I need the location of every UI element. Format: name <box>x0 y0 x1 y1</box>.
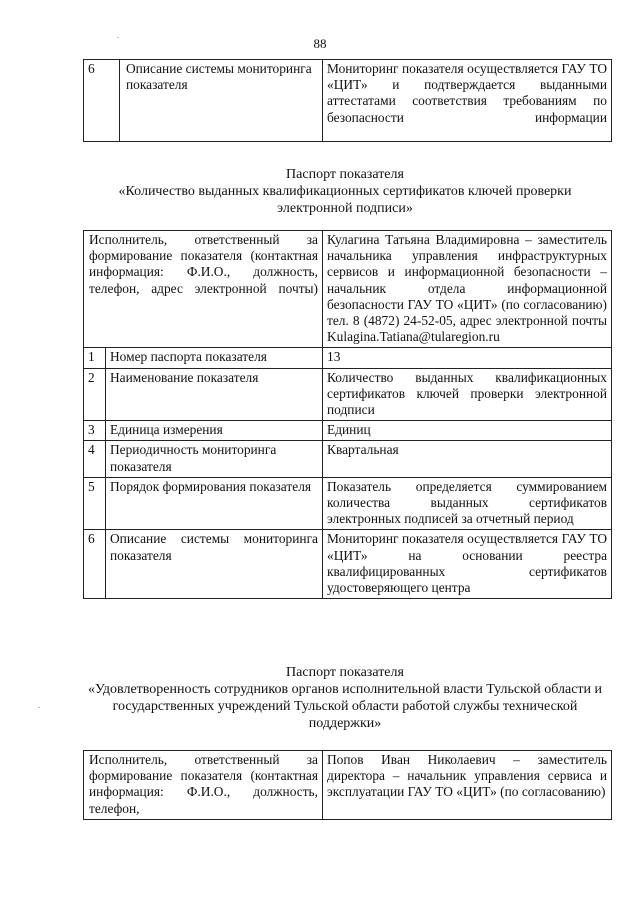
row-label: Порядок формирования показателя <box>106 477 323 530</box>
row-value: Квартальная <box>323 441 612 477</box>
row-label: Описание системы мониторинга показателя <box>120 60 323 142</box>
table-row <box>84 477 612 530</box>
row-number: 2 <box>84 368 106 421</box>
row-value: Количество выданных квалификационных сертификатов ключей проверки электронной подписи <box>323 368 612 421</box>
row-number: 6 <box>84 60 120 142</box>
scan-dot: . <box>38 701 40 710</box>
executor-label: Исполнитель, ответственный за формирование показателя (контактная информация: Ф.И.О., должность, телефон, <box>84 751 323 820</box>
table-row <box>84 368 612 421</box>
passport-table <box>83 750 612 820</box>
table-row <box>84 348 612 368</box>
indicator-title: «Удовлетворенность сотрудников органов исполнительной власти Тульской области и государственных учреждений Тульской области работой службы технической поддержки» <box>87 682 603 731</box>
row-label: Периодичность мониторинга показателя <box>106 441 323 477</box>
indicator-title: «Количество выданных квалификационных сертификатов ключей проверки электронной подписи» <box>118 184 572 216</box>
row-label: Наименование показателя <box>106 368 323 421</box>
table-row <box>84 751 612 820</box>
executor-label: Исполнитель, ответственный за формирование показателя (контактная информация: Ф.И.О., должность, телефон, адрес электронной почты) <box>84 231 323 348</box>
section-heading: Паспорт показателя <box>286 665 404 680</box>
top-table <box>83 59 612 142</box>
row-number: 5 <box>84 477 106 530</box>
row-value: Показатель определяется суммированием количества выданных сертификатов электронных подписей за отчетный период <box>323 477 612 530</box>
executor-value: Попов Иван Николаевич – заместитель директора – начальник управления сервиса и эксплуатации ГАУ ТО «ЦИТ» (по согласованию) <box>323 751 612 820</box>
executor-value: Кулагина Татьяна Владимировна – заместитель начальника управления инфраструктурных сервисов и информационной безопасности – начальник отдела информационной безопасности ГАУ ТО «ЦИТ» (по согласованию) <box>327 232 608 312</box>
table-row <box>84 421 612 441</box>
row-number: 4 <box>84 441 106 477</box>
section-heading: Паспорт показателя <box>286 167 404 182</box>
executor-cell <box>323 231 612 348</box>
row-number: 3 <box>84 421 106 441</box>
row-number: 1 <box>84 348 106 368</box>
scan-dot: . <box>117 31 119 40</box>
row-value: Единиц <box>323 421 612 441</box>
row-label: Описание системы мониторинга показателя <box>106 530 323 599</box>
table-row <box>84 441 612 477</box>
table-row <box>84 231 612 348</box>
executor-contact: тел. 8 (4872) 24-52-05, адрес электронной почты Kulagina.Tatiana@tularegion.ru <box>327 313 608 345</box>
row-value: Мониторинг показателя осуществляется ГАУ ТО «ЦИТ» на основании реестра квалифицированных сертификатов удостоверяющего центра <box>323 530 612 599</box>
row-label: Единица измерения <box>106 421 323 441</box>
page-number: 88 <box>313 36 327 51</box>
row-value: Мониторинг показателя осуществляется ГАУ ТО «ЦИТ» и подтверждается выданными аттестатами соответствия требованиям по безопасности информации <box>323 60 612 142</box>
table-row <box>84 60 612 142</box>
row-label: Номер паспорта показателя <box>106 348 323 368</box>
table-row <box>84 530 612 599</box>
row-value: 13 <box>323 348 612 368</box>
row-number: 6 <box>84 530 106 599</box>
passport-table <box>83 230 612 599</box>
